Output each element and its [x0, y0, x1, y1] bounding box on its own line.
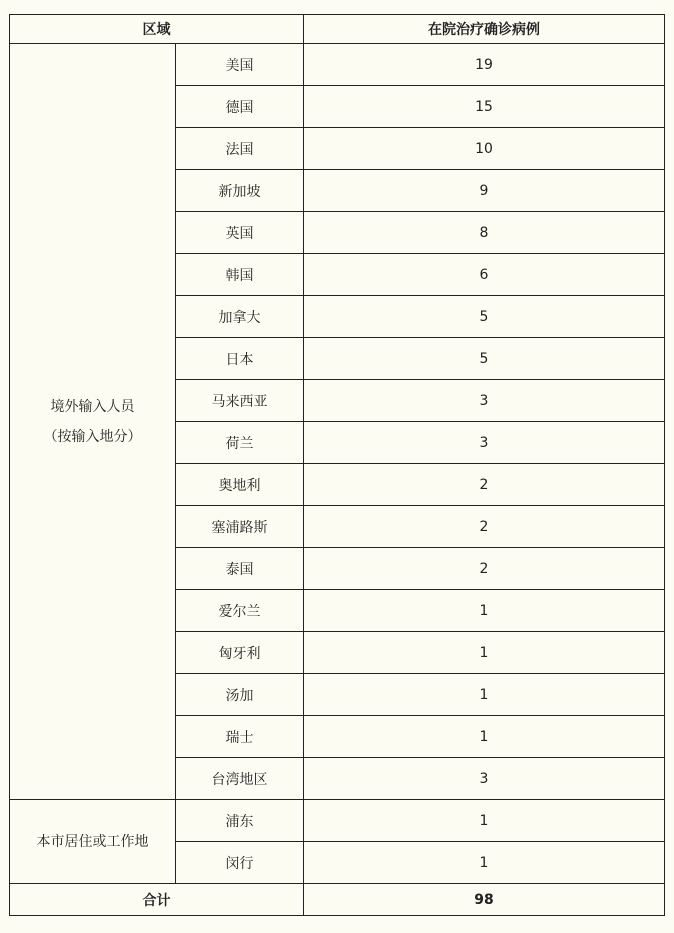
group-label — [10, 44, 176, 800]
group-label-line1: 境外输入人员 — [50, 398, 135, 415]
count-cell: 6 — [304, 254, 665, 296]
count-cell: 2 — [304, 548, 665, 590]
group-label-line2: （按输入地分） — [43, 428, 142, 445]
count-cell: 9 — [304, 170, 665, 212]
place-cell: 马来西亚 — [176, 380, 304, 422]
place-cell: 闵行 — [176, 842, 304, 884]
count-cell: 1 — [304, 800, 665, 842]
count-cell: 1 — [304, 674, 665, 716]
table-row — [10, 44, 665, 86]
count-cell: 8 — [304, 212, 665, 254]
count-cell: 19 — [304, 44, 665, 86]
count-cell: 3 — [304, 758, 665, 800]
place-cell: 奥地利 — [176, 464, 304, 506]
cases-header: 在院治疗确诊病例 — [304, 15, 665, 44]
place-cell: 汤加 — [176, 674, 304, 716]
place-cell: 韩国 — [176, 254, 304, 296]
count-cell: 1 — [304, 842, 665, 884]
place-cell: 加拿大 — [176, 296, 304, 338]
count-cell: 3 — [304, 380, 665, 422]
count-cell: 5 — [304, 338, 665, 380]
count-cell: 5 — [304, 296, 665, 338]
place-cell: 塞浦路斯 — [176, 506, 304, 548]
place-cell: 匈牙利 — [176, 632, 304, 674]
place-cell: 荷兰 — [176, 422, 304, 464]
total-value: 98 — [304, 884, 665, 916]
place-cell: 日本 — [176, 338, 304, 380]
place-cell: 瑞士 — [176, 716, 304, 758]
count-cell: 1 — [304, 590, 665, 632]
place-cell: 新加坡 — [176, 170, 304, 212]
place-cell: 爱尔兰 — [176, 590, 304, 632]
place-cell: 泰国 — [176, 548, 304, 590]
place-cell: 台湾地区 — [176, 758, 304, 800]
total-row — [10, 884, 665, 916]
place-cell: 美国 — [176, 44, 304, 86]
count-cell: 2 — [304, 464, 665, 506]
place-cell: 英国 — [176, 212, 304, 254]
place-cell: 法国 — [176, 128, 304, 170]
count-cell: 15 — [304, 86, 665, 128]
count-cell: 10 — [304, 128, 665, 170]
region-header: 区域 — [10, 15, 304, 44]
cases-table — [9, 14, 665, 916]
count-cell: 1 — [304, 632, 665, 674]
group-label-line1: 本市居住或工作地 — [36, 833, 149, 850]
count-cell: 1 — [304, 716, 665, 758]
total-label: 合计 — [10, 884, 304, 916]
place-cell: 德国 — [176, 86, 304, 128]
table-body — [10, 44, 665, 884]
count-cell: 3 — [304, 422, 665, 464]
place-cell: 浦东 — [176, 800, 304, 842]
header-row — [10, 15, 665, 44]
table-row — [10, 800, 665, 842]
count-cell: 2 — [304, 506, 665, 548]
group-label — [10, 800, 176, 884]
